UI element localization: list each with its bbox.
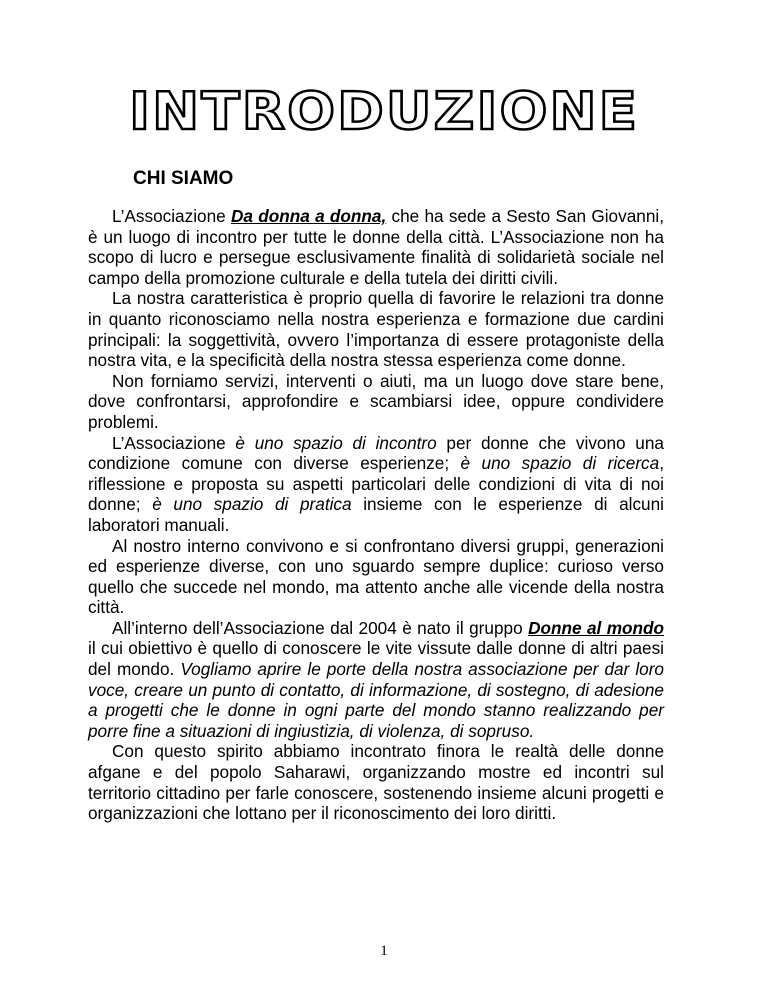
emphasis-text: è uno spazio di incontro [235,432,437,453]
body-text [88,206,664,824]
paragraph-text: Con questo spirito abbiamo incontrato finora le realtà delle donne afgane e del popolo Saharawi, organizzando mostre ed incontri sul territorio cittadino per farle conoscere, sostenendo insieme alcuni progetti e organizzazioni che lottano per il riconoscimento dei loro diritti. [88,741,664,824]
emphasis-text: è uno spazio di pratica [152,494,352,515]
paragraph-text: La nostra caratteristica è proprio quella di favorire le relazioni tra donne in quanto riconosciamo nella nostra esperienza e formazione due cardini principali: la soggettività, ovvero l’importanza di essere protagoniste della nostra vita, e la specificità della nostra stessa esperienza come donne. [88,288,664,371]
paragraph-6 [88,618,664,742]
association-name: Da donna a donna, [230,206,387,226]
paragraph-text: il cui obiettivo è quello di conoscere le vite vissute dalle donne di altri paesi del mondo. [88,638,664,680]
paragraph-3 [88,371,664,433]
paragraph-text: , riflessione e proposta su aspetti particolari delle condizioni di vita di noi donne; [88,453,664,515]
paragraph-4 [88,433,664,536]
emphasis-text: Vogliamo aprire le porte della nostra associazione per dar loro voce, creare un punto di contatto, di informazione, di sostegno, di adesione a progetti che le donne in ogni parte del mondo stanno realizzando per porre fine a situazioni di ingiustizia, di violenza, di sopruso. [88,659,664,741]
page-number: 1 [380,943,388,959]
paragraph-text: L’Associazione [112,432,236,453]
paragraph-text: insieme con le esperienze di alcuni laboratori manuali. [88,494,664,535]
page-title: INTRODUZIONE [128,82,640,142]
paragraph-2 [88,288,664,370]
paragraph-text: Al nostro interno convivono e si confrontano diversi gruppi, generazioni ed esperienze diverse, con uno sguardo sempre duplice: curioso verso quello che succede nel mondo, ma attento anche alle vicende della nostra città. [88,535,664,618]
paragraph-5 [88,536,664,618]
title-container [0,82,768,142]
paragraph-text: L’Associazione [112,206,231,226]
paragraph-text: per donne che vivono una condizione comune con diverse esperienze; [88,432,664,474]
paragraph-1 [88,206,664,288]
paragraph-7 [88,741,664,823]
paragraph-text: che ha sede a Sesto San Giovanni, è un luogo di incontro per tutte le donne della città. L’Associazione non ha scopo di lucro e persegue esclusivamente finalità di solidarietà sociale nel campo della promozione culturale e della tutela dei diritti civili. [88,206,664,288]
emphasis-text: è uno spazio di ricerca [460,453,660,474]
paragraph-text: Non forniamo servizi, interventi o aiuti, ma un luogo dove stare bene, dove confrontarsi, approfondire e scambiarsi idee, oppure condividere problemi. [88,370,664,432]
paragraph-text: All’interno dell’Associazione dal 2004 è nato il gruppo [112,617,529,638]
group-name: Donne al mondo [528,617,664,638]
section-heading: CHI SIAMO [133,168,234,189]
